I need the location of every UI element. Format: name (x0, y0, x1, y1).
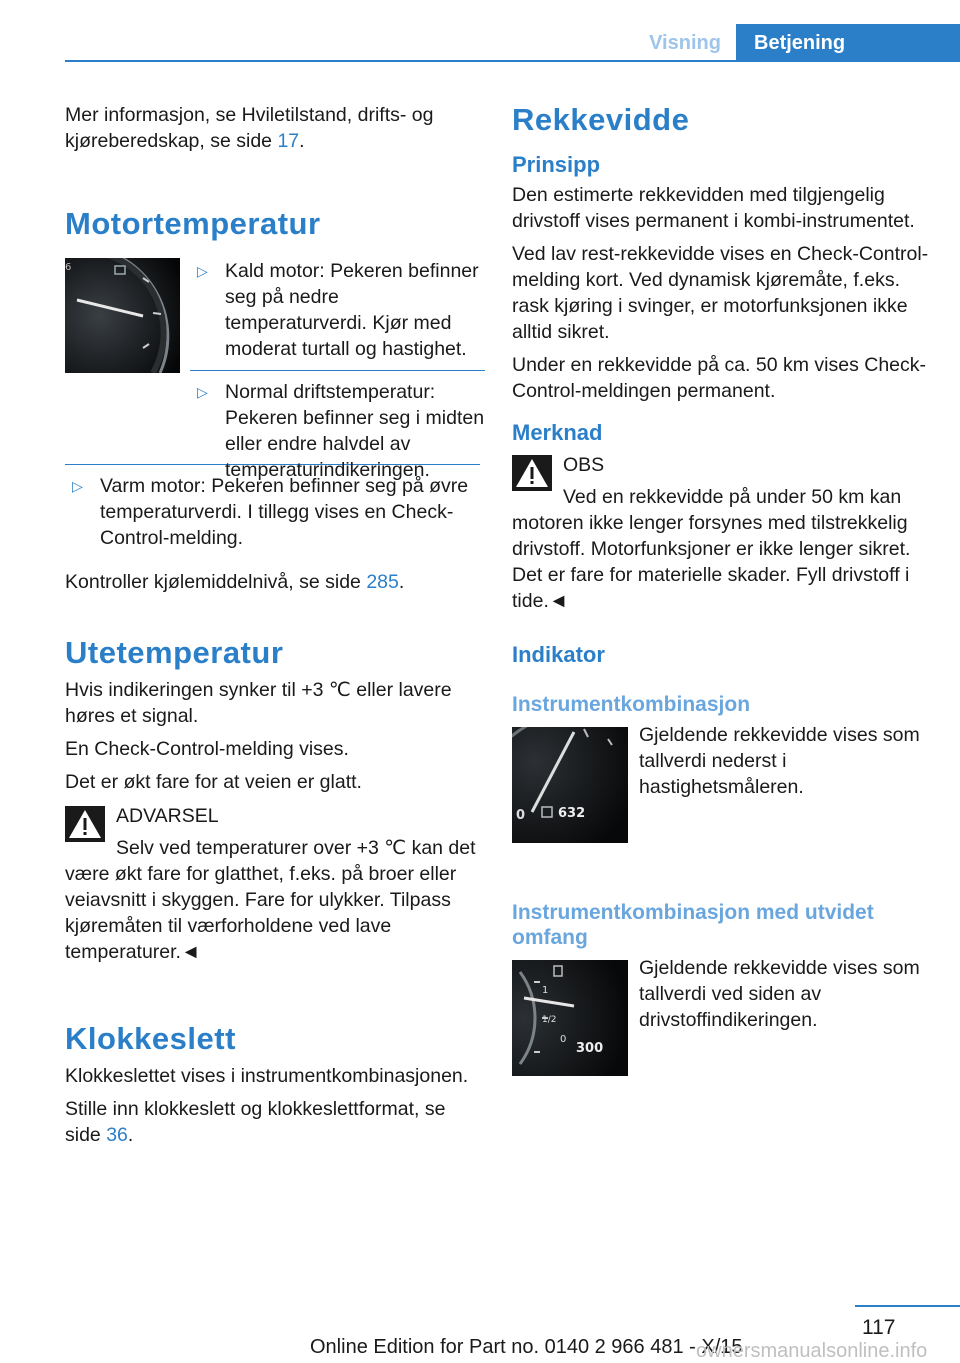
clock-page-link[interactable]: 36 (106, 1124, 128, 1146)
triangle-bullet-icon: ▷ (197, 263, 208, 279)
ute-paragraph-2: En Check-Control-melding vises. (65, 738, 349, 760)
subheading-instrumentkombinasjon-utvidet: Instrumentkombinasjon med utvidet omfang (512, 901, 874, 949)
ute-paragraph-3: Det er økt fare for at veien er glatt. (65, 771, 362, 793)
list-item: ▷ Varm motor: Pekeren befinner seg på øvre temperaturverdi. I tillegg vises en Check-Control-melding. (72, 475, 469, 549)
section-title-utetemperatur: Utetemperatur (65, 635, 284, 670)
list-divider (190, 370, 485, 371)
notice-title: OBS (563, 454, 605, 476)
prinsipp-paragraph-2: Ved lav rest-rekkevidde vises en Check-Control-melding kort. Ved dynamisk kjøremåte, f.eks. rask kjøring i svinger, er motorfunksjonen ikke alltid sikret. (512, 243, 929, 343)
range-value: 300 (576, 1041, 604, 1056)
range-display-block-2 (512, 957, 932, 1080)
header-bar (0, 0, 960, 62)
warning-title: ADVARSEL (116, 805, 219, 827)
range-value: 632 (558, 806, 586, 821)
subheading-instrumentkombinasjon: Instrumentkombinasjon (512, 693, 751, 716)
notice-block (512, 452, 932, 614)
range-display-block-1 (512, 724, 932, 872)
watermark: ownersmanualsonline.info (696, 1340, 928, 1362)
intro-page-link[interactable]: 17 (277, 130, 300, 152)
range-text-2: Gjeldende rekkevidde vises som tallverdi ved siden av drivstoffindikeringen. (639, 957, 920, 1031)
warning-block (65, 803, 480, 965)
tab-visning[interactable]: Visning (649, 32, 721, 54)
ute-paragraph-1: Hvis indikeringen synker til +3 ℃ eller lavere høres et signal. (65, 679, 452, 727)
section-title-rekkevidde: Rekkevidde (512, 102, 690, 137)
intro-text: Mer informasjon, se Hviletilstand, drifts- og kjøreberedskap, se side (65, 104, 434, 152)
prinsipp-paragraph-3: Under en rekkevidde på ca. 50 km vises Check-Control-meldingen permanent. (512, 354, 927, 402)
triangle-bullet-icon: ▷ (197, 384, 208, 400)
svg-text:1/2: 1/2 (542, 1015, 557, 1025)
footer-rule (855, 1305, 960, 1307)
coolant-paragraph: Kontroller kjølemiddelnivå, se side 285. (65, 571, 405, 593)
svg-text:1: 1 (542, 985, 549, 996)
list-item: ▷ Kald motor: Pekeren befinner seg på nedre temperaturverdi. Kjør med moderat turtall og hastighet. (197, 260, 479, 360)
left-column (65, 102, 485, 1155)
motor-bullets-top (190, 258, 485, 483)
svg-text:6: 6 (65, 262, 72, 273)
warning-text: Selv ved temperaturer over +3 ℃ kan det være økt fare for glatthet, f.eks. på broer eller veiavsnitt i skyggen. Fare for ulykker. Tilpass kjøremåten til værforholdene ved lave temperaturer.◄ (65, 837, 476, 963)
temperature-gauge-image (65, 258, 180, 373)
list-item: ▷ Normal driftstemperatur: Pekeren befinner seg i midten eller endre halvdel av temperaturindikeringen. (197, 381, 485, 481)
section-title-klokkeslett: Klokkeslett (65, 1021, 236, 1056)
header-rule (65, 60, 960, 62)
klokke-paragraph-1: Klokkeslettet vises i instrumentkombinasjonen. (65, 1065, 469, 1087)
svg-text:0: 0 (560, 1034, 567, 1045)
heading-prinsipp: Prinsipp (512, 152, 601, 177)
footer-edition: Online Edition for Part no. 0140 2 966 481 - X/15 (310, 1336, 743, 1358)
tab-betjening[interactable]: Betjening (736, 24, 960, 62)
section-title-motortemperatur: Motortemperatur (65, 206, 321, 241)
speedometer-range-image (512, 727, 628, 843)
warning-triangle-icon (65, 806, 105, 842)
motor-bullets-bottom (65, 473, 480, 551)
warning-triangle-icon (512, 455, 552, 491)
klokke-paragraph-2: Stille inn klokkeslett og klokkeslettformat, se side 36. (65, 1098, 446, 1146)
heading-merknad: Merknad (512, 420, 603, 445)
prinsipp-paragraph-1: Den estimerte rekkevidden med tilgjengelig drivstoff vises permanent i kombi-instrumentet. (512, 184, 915, 232)
triangle-bullet-icon: ▷ (72, 478, 83, 494)
heading-indikator: Indikator (512, 642, 605, 667)
intro-paragraph: Mer informasjon, se Hviletilstand, drifts- og kjøreberedskap, se side 17. (65, 104, 434, 152)
coolant-page-link[interactable]: 285 (366, 571, 399, 593)
motor-temp-block (65, 258, 485, 481)
svg-text:0: 0 (516, 808, 526, 823)
page-number: 117 (862, 1316, 896, 1339)
fuel-gauge-range-image (512, 960, 628, 1076)
range-text-1: Gjeldende rekkevidde vises som tallverdi nederst i hastighetsmåleren. (639, 724, 920, 798)
notice-text: Ved en rekkevidde på under 50 km kan motoren ikke lenger forsynes med tilstrekkelig drivstoff. Motorfunksjoner er ikke lenger sikret. Det er fare for materielle skader. Fyll drivstoff i tide.◄ (512, 486, 911, 612)
right-column (512, 102, 932, 1080)
